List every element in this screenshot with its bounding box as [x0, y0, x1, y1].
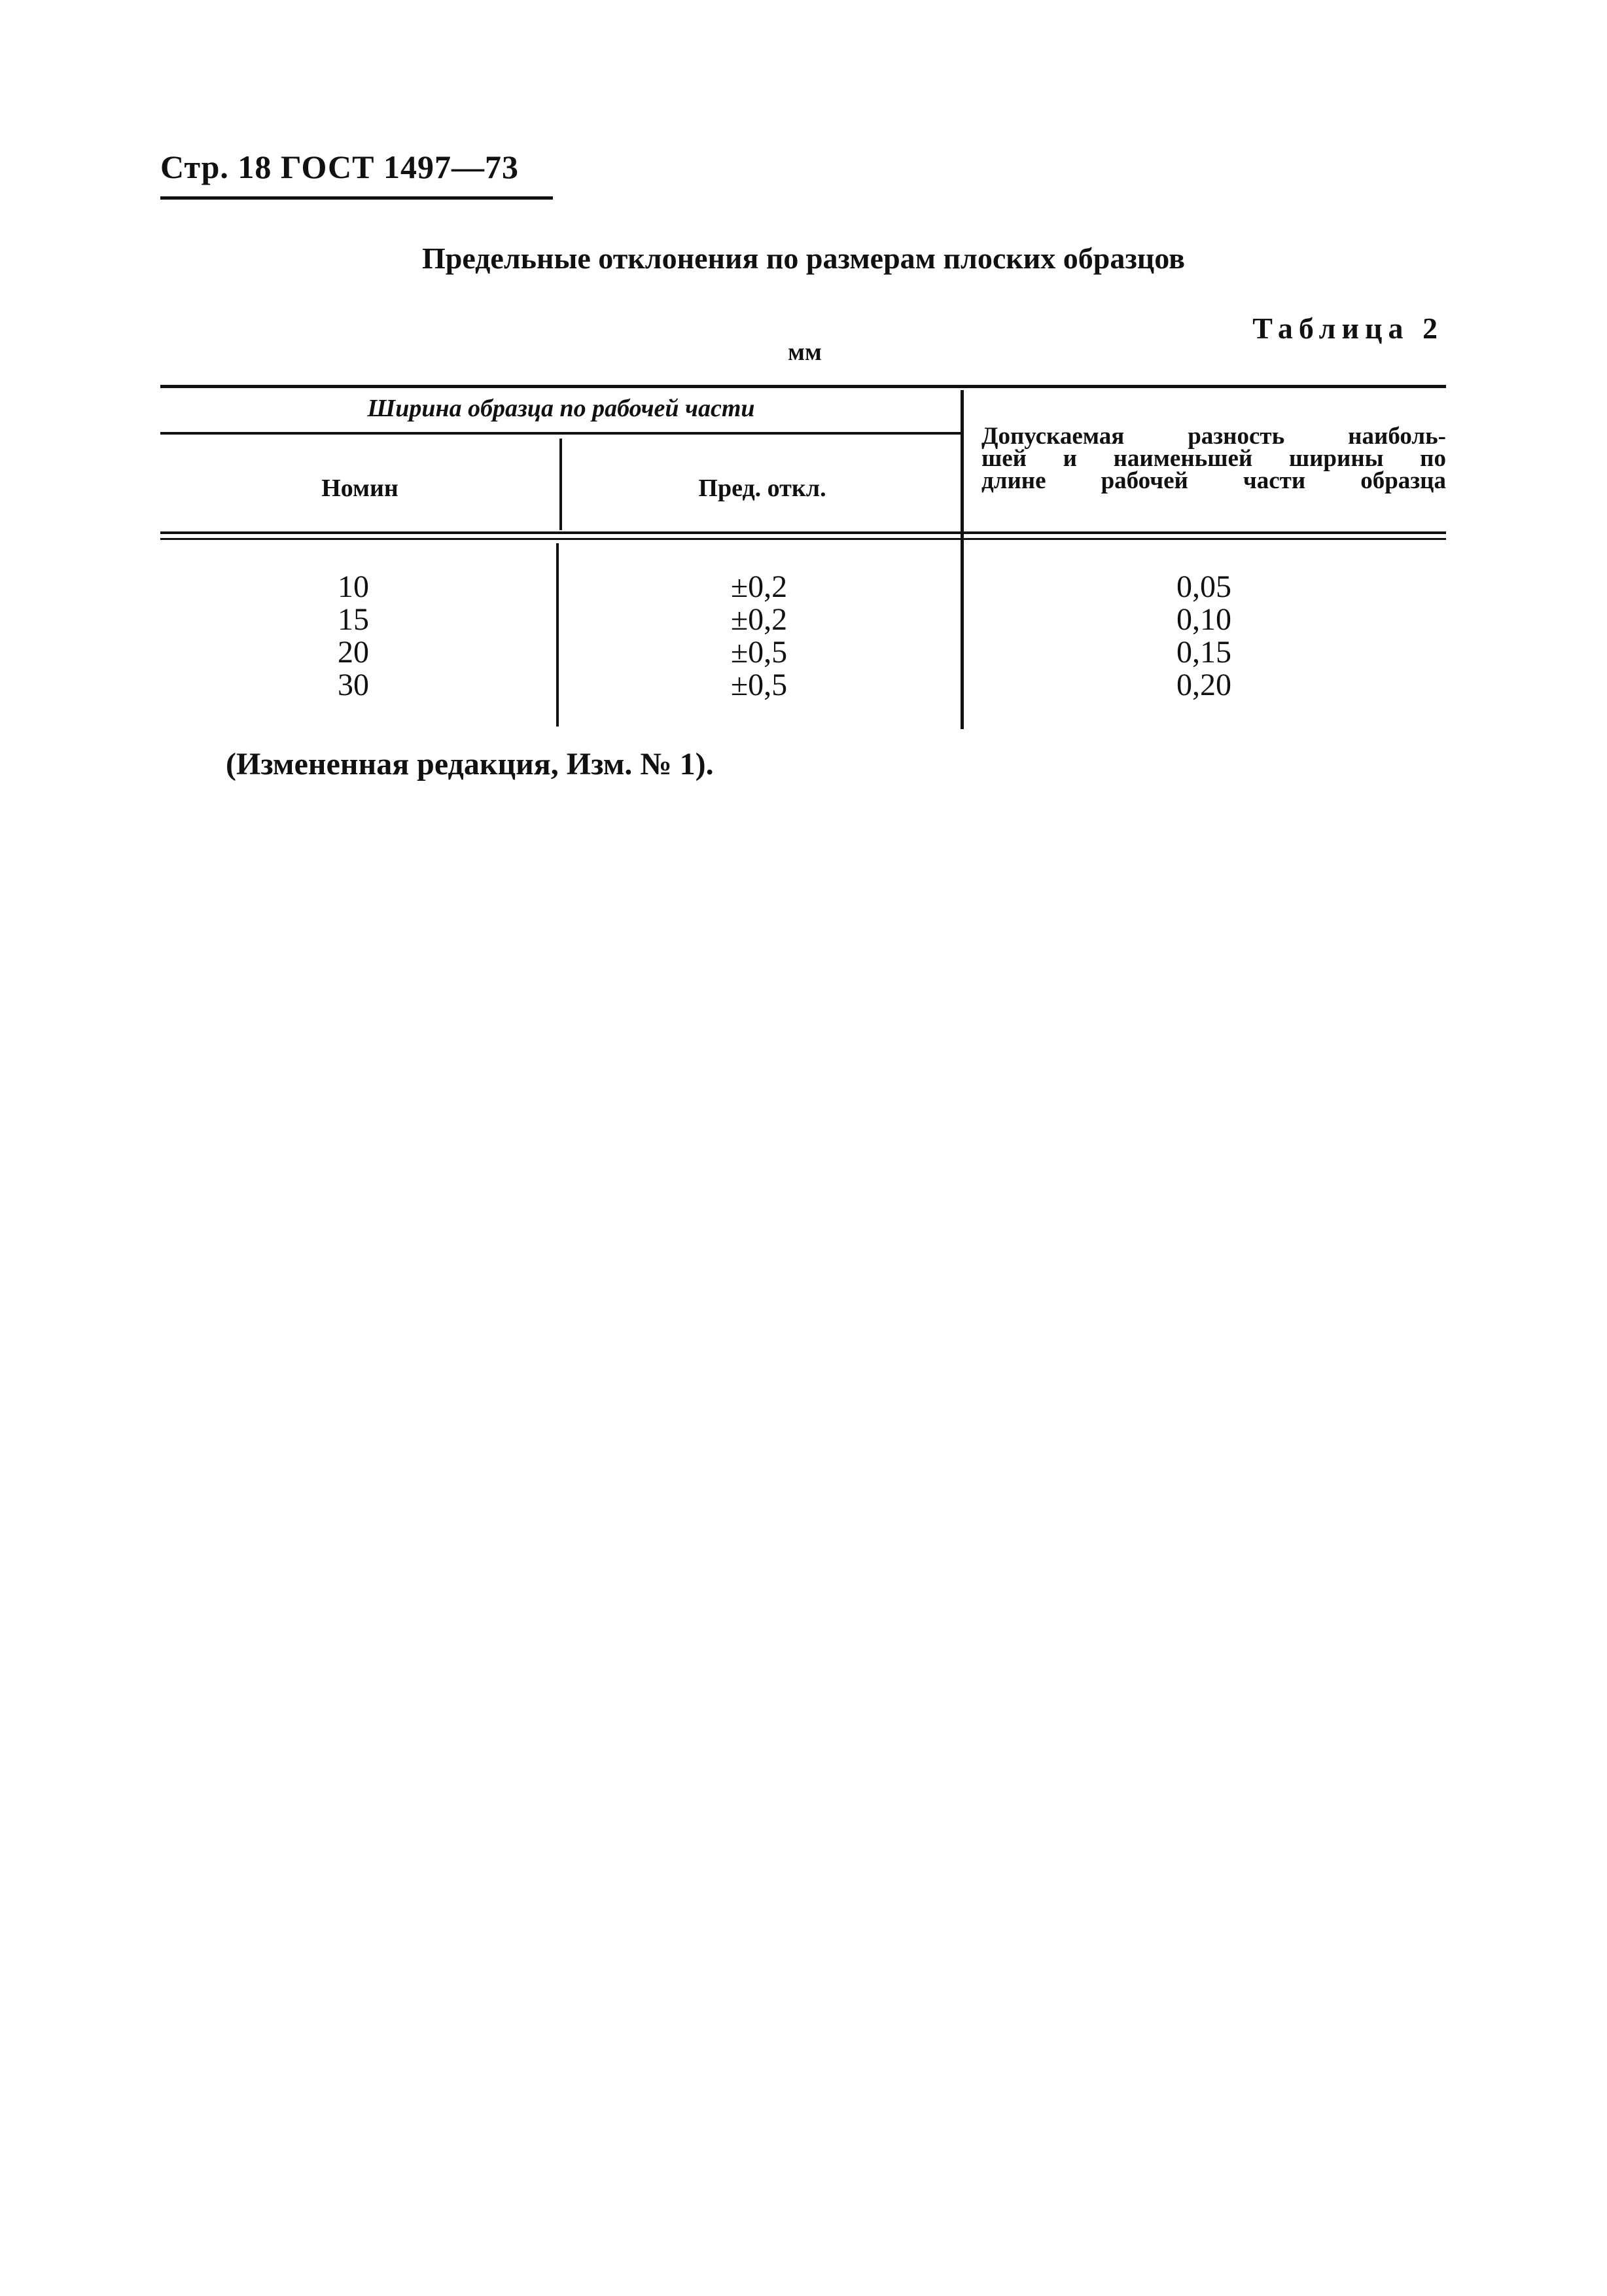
amendment-note: (Измененная редакция, Изм. № 1).	[226, 747, 714, 781]
column-header-nominal: Номин	[321, 475, 398, 502]
column-divider-header	[559, 439, 562, 530]
nominal-cell: 20	[338, 635, 369, 670]
header-bottom-rule-2	[160, 538, 1446, 540]
nominal-cell: 10	[338, 569, 369, 604]
difference-cell: 0,10	[1176, 602, 1231, 637]
deviation-cell: ±0,5	[730, 635, 788, 670]
table-units: мм	[788, 338, 822, 366]
deviation-cell: ±0,5	[730, 668, 788, 702]
table-row	[160, 603, 1446, 636]
nominal-cell: 30	[338, 668, 369, 702]
table-row	[160, 571, 1446, 603]
difference-cell: 0,15	[1176, 635, 1231, 670]
column-header-difference	[981, 425, 1446, 492]
table-row	[160, 669, 1446, 702]
column-header-difference-line: шей и наименьшей ширины по	[981, 445, 1446, 472]
group-header: Ширина образца по рабочей части	[367, 395, 755, 422]
table-body	[160, 571, 1446, 702]
table-title: Предельные отклонения по размерам плоских образцов	[421, 242, 1186, 275]
page-header: Стр. 18 ГОСТ 1497—73	[160, 149, 519, 185]
nominal-cell: 15	[338, 602, 369, 637]
header-bottom-rule	[160, 531, 1446, 534]
column-header-deviation: Пред. откл.	[698, 475, 826, 502]
deviation-cell: ±0,2	[730, 602, 788, 637]
difference-cell: 0,20	[1176, 668, 1231, 702]
table-row	[160, 636, 1446, 669]
header-rule	[160, 196, 553, 200]
column-header-difference-line: Допускаемая разность наиболь-	[981, 423, 1446, 450]
group-header-rule	[160, 432, 962, 435]
table-top-rule	[160, 385, 1446, 388]
difference-cell: 0,05	[1176, 569, 1231, 604]
deviation-cell: ±0,2	[730, 569, 788, 604]
table-label: Таблица 2	[1252, 312, 1443, 345]
column-header-difference-line: длине рабочей части образца	[981, 467, 1446, 494]
